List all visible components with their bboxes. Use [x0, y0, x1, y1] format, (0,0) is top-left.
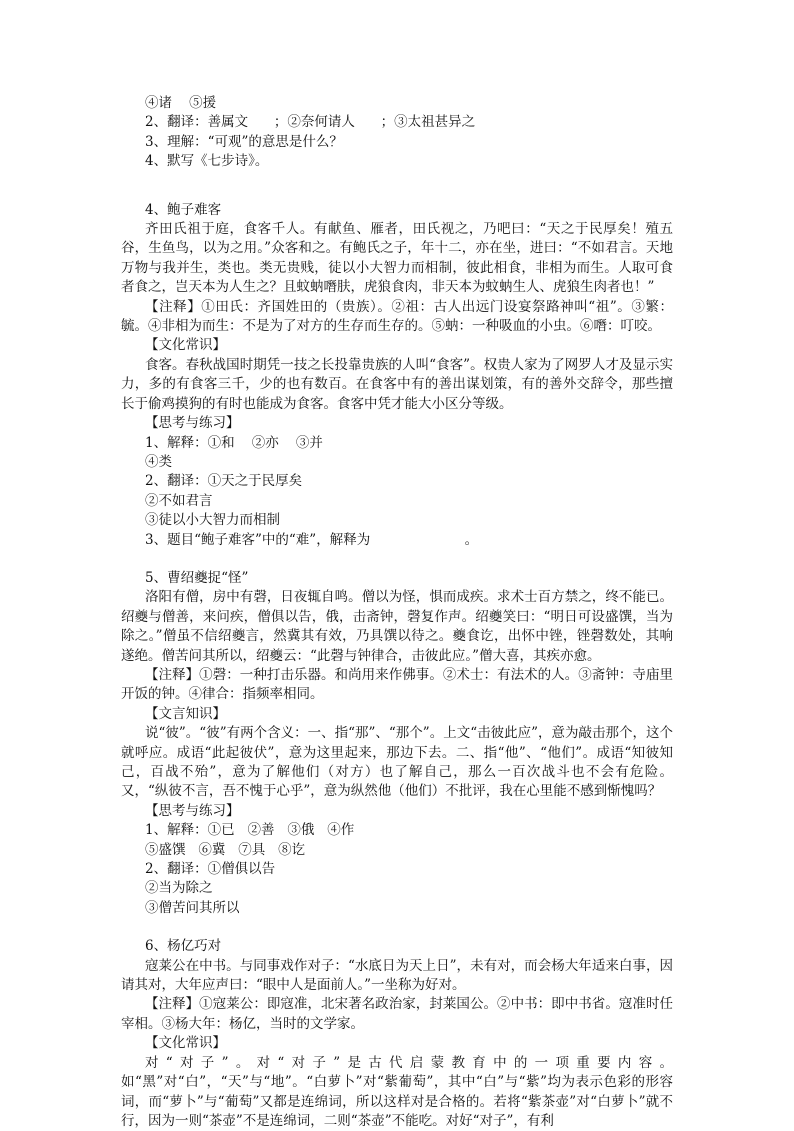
- culture-text: 对“对子”。对“对子”是古代启蒙教育中的一项重要内容。如“黑”对“白”，“天”与“地”。“白萝卜”对“紫葡萄”，其中“白”与“紫”均为表示色彩的形容词，而“萝卜”与“葡萄”又都是连绵词，所以这样对是合格的。若将“紫茶壶”对“白萝卜”就不行，因为一则“茶壶”不是连绵词，二则“茶壶”不能吃。对好“对子”，有利: [121, 1054, 673, 1129]
- section-5: [121, 569, 673, 918]
- exercise-heading: 【思考与练习】: [145, 415, 240, 432]
- knowledge-text: 说“彼”。“彼”有两个含义：一、指“那”、“那个”。上文“击彼此应”，意为敲击那个，这个就呼应。成语“此起彼伏”，意为这里起来，那边下去。二、指“他”、“他们”。成语“知彼知己，百战不殆”，意为了解他们（对方）也了解自己，那么一百次战斗也不会有危险。又，“纵彼不言，吾不愧于心乎”，意为纵然他（他们）不批评，我在心里能不感到惭愧吗？: [121, 725, 674, 800]
- culture-heading: 【文化常识】: [145, 337, 226, 354]
- exercise-line: 2、翻译：①僧俱以告: [145, 861, 276, 878]
- exercise-heading: 【思考与练习】: [145, 802, 240, 819]
- exercise-line: ④类: [145, 453, 172, 470]
- exercise-line: ③僧苦问其所以: [145, 899, 240, 916]
- exercise-line: 4、默写《七步诗》。: [145, 153, 269, 170]
- document-page: [121, 94, 673, 1131]
- notes: 【注释】①田氏：齐国姓田的（贵族）。②祖：古人出远门设宴祭路神叫“祖”。③繁：毓。④非相为而生：不是为了对方的生存而生存的。⑤蚋：一种吸血的小虫。⑥噆：叮咬。: [121, 298, 673, 335]
- exercise-line: 3、题目“鲍子难客”中的“难”，解释为 。: [145, 531, 479, 548]
- exercise-line: ②不如君言: [145, 492, 213, 509]
- exercise-line: ③徒以小大智力而相制: [145, 512, 280, 529]
- spacer: [121, 550, 673, 569]
- exercise-line: 2、翻译：①天之于民厚矣: [145, 473, 303, 490]
- exercise-line: 3、理解：“可观”的意思是什么？: [145, 133, 343, 150]
- notes: 【注释】①寇莱公：即寇准，北宋著名政治家，封莱国公。②中书：即中书省。寇准时任宰相。③杨大年：杨亿，当时的文学家。: [121, 996, 673, 1032]
- spacer: [121, 172, 673, 201]
- culture-text: 食客。春秋战国时期凭一技之长投靠贵族的人叫“食客”。权贵人家为了网罗人才及显示实力，多的有食客三千，少的也有数百。在食客中有的善出谋划策，有的善外交辞令，那些擅长于偷鸡摸狗的有时也能成为食客。食客中凭才能大小区分等级。: [121, 356, 673, 412]
- section-3-exercises: [121, 94, 673, 172]
- exercise-line: 1、解释：①和 ②亦 ③并: [145, 434, 323, 451]
- knowledge-heading: 【文言知识】: [145, 705, 226, 722]
- exercise-line: 1、解释：①已 ②善 ③俄 ④作: [145, 822, 355, 839]
- classical-text: 洛阳有僧，房中有磬，日夜辄自鸣。僧以为怪，惧而成疾。求术士百方禁之，终不能已。绍夔与僧善，来问疾，僧俱以告，俄，击斋钟，磬复作声。绍夔笑曰：“明日可设盛馔，当为除之。”僧虽不信绍夔言，然冀其有效，乃具馔以待之。夔食讫，出怀中锉，锉磬数处，其响遂绝。僧苦问其所以，绍夔云：“此磬与钟律合，击彼此应。”僧大喜，其疾亦愈。: [121, 589, 673, 664]
- section-title: 5、曹绍夔捉“怪”: [145, 569, 249, 586]
- exercise-line: 2、翻译：善属文 ；②奈何请人 ；③太祖甚异之: [145, 114, 476, 131]
- spacer: [121, 918, 673, 937]
- exercise-line: ④诸 ⑤援: [145, 95, 217, 111]
- section-6: [121, 937, 673, 1131]
- culture-heading: 【文化常识】: [145, 1035, 226, 1052]
- classical-text: 齐田氏祖于庭，食客千人。有献鱼、雁者，田氏视之，乃吧曰：“天之于民厚矣！殖五谷，生鱼鸟，以为之用。”众客和之。有鲍氏之子，年十二，亦在坐，进曰：“不如君言。天地万物与我并生，类也。类无贵贱，徒以小大智力而相制，彼此相食，非相为而生。人取可食者食之，岂天本为人生之？且蚊蚋噆肤，虎狼食肉，非天本为蚊蚋生人、虎狼生肉者也！”: [121, 221, 673, 296]
- notes: 【注释】①磬：一种打击乐器。和尚用来作佛事。②术士：有法术的人。③斋钟：寺庙里开饭的钟。④律合：指频率相同。: [121, 666, 673, 703]
- section-4: [121, 201, 673, 550]
- section-title: 6、杨亿巧对: [145, 938, 222, 955]
- exercise-line: ②当为除之: [145, 880, 213, 897]
- classical-text: 寇莱公在中书。与同事戏作对子：“水底日为天上日”，未有对，而会杨大年适来白事，因请其对，大年应声曰：“眼中人是面前人。”一坐称为好对。: [121, 957, 673, 994]
- exercise-line: ⑤盛馔 ⑥冀 ⑦具 ⑧讫: [145, 841, 306, 858]
- section-title: 4、鲍子难客: [145, 201, 222, 218]
